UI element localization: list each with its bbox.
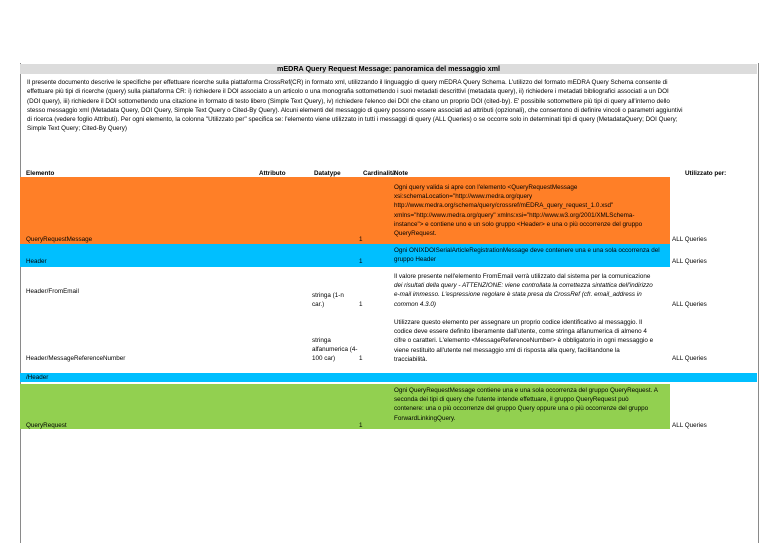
row-note [394,183,642,238]
column-header-note: Note [394,170,408,177]
table-row [20,384,757,429]
note-line: xmlns="http://www.medra.org/query" xmlns:xsi="http://www.w3.org/2001/XMLSchema- [394,211,635,219]
note-line: http://www.medra.org/schema/query/crossref/mEDRA_query_request_1.0.xsd" [394,202,614,210]
row-note [394,318,653,364]
note-line: xsi:schemaLocation="http://www.medra.org/query [394,193,533,201]
used-for: ALL Queries [672,422,707,429]
note-line: Utilizzare questo elemento per assegnare un proprio codice identificativo al messaggio. Il [394,319,643,326]
document-title: mEDRA Query Request Message: panoramica del messaggio xml [20,64,757,74]
note-line: tracciabilità. [394,355,428,363]
column-header-utilizzato-per: Utilizzato per: [685,170,727,177]
datatype-line: alfanumerica (4- [312,346,358,354]
intro-line: Simple Text Query; Cited-By Query) [27,125,127,133]
element-name: Header [26,258,47,265]
table-row [20,244,757,267]
column-header-cardinalita: Cardinalità [363,170,396,177]
row-note [394,246,660,264]
cardinality: 1 [359,301,363,308]
intro-line: effettuare più tipi di ricerche (query) sulla piattaforma CR: i) richiedere il DOI associato a un articolo o una monografia sottomettendo i suoi metadati descrittivi (metadata query), ii) richiedere i metadati bibliografici associati a un DOI [27,88,669,96]
note-line: QueryRequest. [394,229,437,237]
datatype [312,336,358,364]
intro-line: (DOI query), iii) richiedere il DOI sottomettendo una citazione in formato di testo libero (Simple Text Query), iv) richiedere l'elenco dei DOI che citano un proprio DOI (cited-by). E' possibile sottomettere più tipi di query all'interno dello [27,97,670,105]
row-note [394,272,653,309]
datatype-line: car.) [312,301,325,309]
datatype-line: stringa (1-n [312,292,344,299]
used-for: ALL Queries [672,301,707,308]
note-line: contenere: una o più occorrenze del gruppo Query oppure una o più occorrenze del gruppo [394,405,649,413]
cardinality: 1 [359,355,363,362]
note-line: instance"> e contiene uno e un solo gruppo <Header> e una o più occorrenze del gruppo [394,220,643,228]
row-note [394,386,658,423]
used-for: ALL Queries [672,236,707,243]
note-line: Il valore presente nell'elemento FromEmail verrà utilizzato dal sistema per la comunicazione [394,273,651,280]
intro-line: stesso messaggio xml (Metadata Query, DOI Query, Simple Text Query o Cited-By Query). Alcuni elementi del messaggio di query possono essere associati ad attributi (opzionali), che consentono di definire vincoli o parametri aggiuntivi [27,106,683,114]
column-header-datatype: Datatype [314,170,341,177]
cardinality: 1 [359,236,363,243]
row-band-blue [20,373,757,382]
element-name: /Header [26,374,49,381]
intro-line: di ricerca (vedere foglio Attributi). Per ogni elemento, la colonna "Utilizzato per" specifica se: l'elemento viene utilizzato in tutti i messaggi di query (ALL Queries) o se occorre solo in determinati tipi di query (MetadataQuery; DOI Query; [27,116,678,124]
note-line: Ogni query valida si apre con l'elemento <QueryRequestMessage [394,184,578,191]
cardinality: 1 [359,422,363,429]
table-row [20,177,757,244]
note-line: dei risultati della query - ATTENZIONE: viene controllata la correttezza sintattica dell'indirizzo [394,282,653,290]
datatype-line: stringa [312,337,331,344]
note-line: Ogni ONIXDOISerialArticleRegistrationMessage deve contenere una e una sola occorrenza del [394,247,660,254]
datatype [312,291,344,309]
table-row [20,373,757,382]
intro-paragraph [27,78,757,134]
note-line: gruppo Header [394,256,437,264]
column-header-elemento: Elemento [26,170,55,177]
intro-line: Il presente documento descrive le specifiche per effettuare ricerche sulla piattaforma CrossRef(CR) in formato xml, utilizzando il linguaggio di query mEDRA Query Schema. L'utilizzo del formato mEDRA Query Schema consente di [27,79,668,86]
element-name: QueryRequestMessage [26,236,93,243]
note-line: seconda dei tipi di query che l'utente intende effettuare, il gruppo QueryRequest può [394,396,629,404]
cardinality: 1 [359,258,363,265]
note-line: common 4.3.0) [394,300,436,308]
note-line: viene restituito all'utente nel messaggio xml di risposta alla query, facilitandone la [394,346,620,354]
note-line: ForwardLinkingQuery. [394,414,456,422]
table-row [20,270,757,318]
datatype-line: 100 car) [312,355,336,363]
used-for: ALL Queries [672,258,707,265]
note-line: Ogni QueryRequestMessage contiene una e una sola occorrenza del gruppo QueryRequest. A [394,387,658,394]
used-for: ALL Queries [672,355,707,362]
column-header-attributo: Attributo [259,170,286,177]
note-line: cifre o caratteri. L'elemento <MessageReferenceNumber> è obbligatorio in ogni messaggio e [394,337,654,345]
element-name: QueryRequest [26,422,67,429]
note-line: e-mail immesso. L'espressione regolare è stata presa da CrossRef (cfr. email_address in [394,291,642,299]
element-name: Header/FromEmail [26,288,79,295]
note-line: codice deve essere definito liberamente dall'utente, come stringa alfanumerica di almeno 4 [394,328,647,336]
element-name: Header/MessageReferenceNumber [26,355,126,362]
table-row [20,318,757,373]
